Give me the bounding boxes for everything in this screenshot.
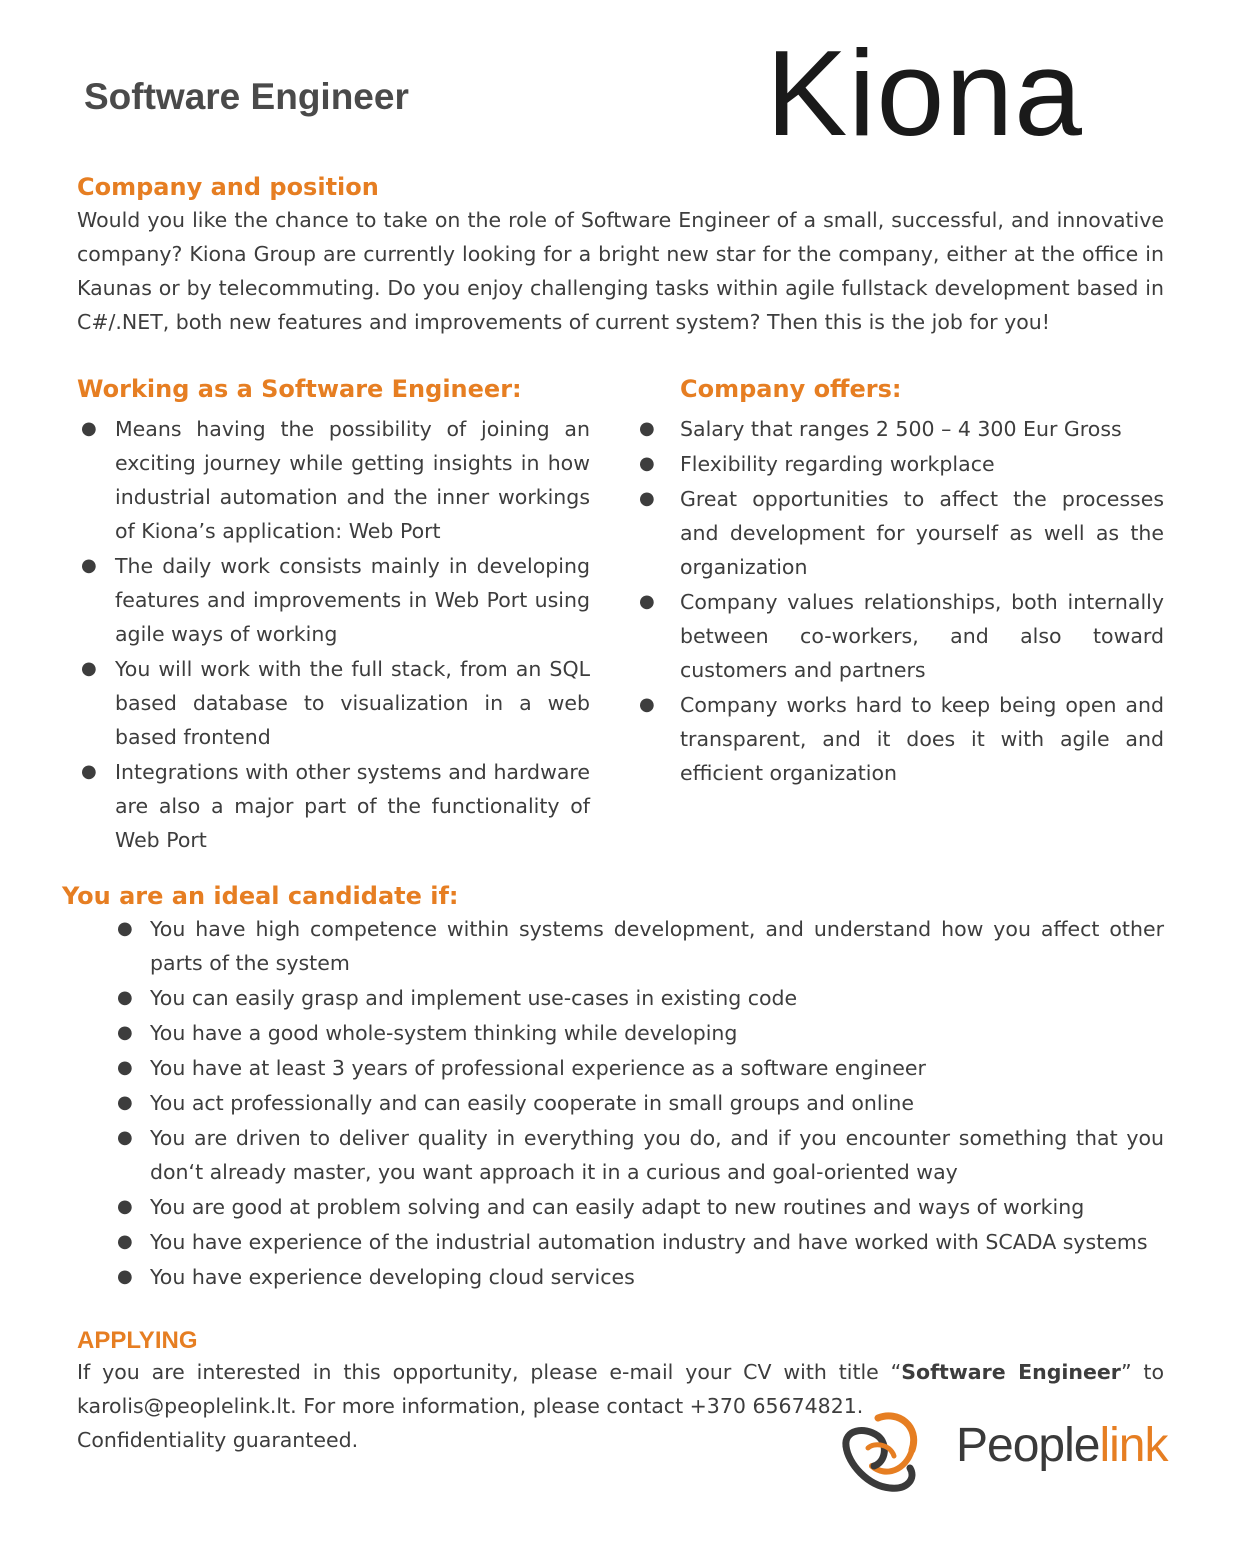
company-position-heading: Company and position [77,173,379,201]
bullet-icon: ● [639,591,655,612]
bullet-icon: ● [639,453,655,474]
bullet-icon: ● [117,918,133,939]
peoplelink-logo-icon [838,1408,924,1498]
list-item: ● You have a good whole-system thinking while developing [113,1016,1164,1050]
list-item: ● Integrations with other systems and hardware are also a major part of the functionality of Web Port [77,755,590,857]
bullet-icon: ● [81,418,97,439]
peoplelink-logo [838,1408,1168,1498]
bullet-icon: ● [639,694,655,715]
peoplelink-wordmark: Peoplelink [956,1419,1168,1472]
ideal-section [62,881,1164,1295]
applying-heading: APPLYING [77,1327,198,1354]
list-item: ● Flexibility regarding workplace [635,447,1164,481]
bullet-icon: ● [117,1127,133,1148]
list-item: ● Company values relationships, both internally between co-workers, and also toward customers and partners [635,585,1164,687]
list-item: ● Great opportunities to affect the processes and development for yourself as well as the organization [635,482,1164,584]
bullet-icon: ● [639,488,655,509]
list-item: ● Salary that ranges 2 500 – 4 300 Eur Gross [635,412,1164,446]
bullet-icon: ● [117,1092,133,1113]
bullet-icon: ● [117,987,133,1008]
bullet-icon: ● [81,761,97,782]
applying-title-bold: Software Engineer [901,1360,1121,1384]
list-item: ● You act professionally and can easily cooperate in small groups and online [113,1086,1164,1120]
offers-heading: Company offers: [680,375,902,403]
list-item: ● You have experience of the industrial automation industry and have worked with SCADA systems [113,1225,1164,1259]
applying-line-3: Confidentiality guaranteed. [77,1428,359,1452]
working-heading: Working as a Software Engineer: [77,375,522,403]
ideal-heading: You are an ideal candidate if: [62,882,459,910]
offers-list [635,412,1164,790]
page-title: Software Engineer [84,76,409,117]
company-position-text: Would you like the chance to take on the role of Software Engineer of a small, successful, and innovative company? Kiona Group are currently looking for a bright new star for the company, either at the office in Kaunas or by telecommuting. Do you enjoy challenging tasks within agile fullstack development based in C#/.NET, both new features and improvements of current system? Then this is the job for you! [77,208,1164,334]
bullet-icon: ● [639,418,655,439]
list-item: ● You can easily grasp and implement use-cases in existing code [113,981,1164,1015]
bullet-icon: ● [117,1057,133,1078]
ideal-list [113,912,1164,1294]
list-item: ● You have experience developing cloud services [113,1260,1164,1294]
list-item: ● Company works hard to keep being open and transparent, and it does it with agile and efficient organization [635,688,1164,790]
list-item: ● You will work with the full stack, from an SQL based database to visualization in a web based frontend [77,652,590,754]
company-position-section [77,172,1164,339]
bullet-icon: ● [117,1266,133,1287]
bullet-icon: ● [117,1022,133,1043]
list-item: ● You have at least 3 years of professional experience as a software engineer [113,1051,1164,1085]
list-item: ● You have high competence within systems development, and understand how you affect other parts of the system [113,912,1164,980]
working-section [77,374,590,858]
bullet-icon: ● [81,658,97,679]
bullet-icon: ● [117,1231,133,1252]
working-list [77,412,590,857]
list-item: ● The daily work consists mainly in developing features and improvements in Web Port using agile ways of working [77,549,590,651]
list-item: ● Means having the possibility of joining an exciting journey while getting insights in how industrial automation and the inner workings of Kiona’s application: Web Port [77,412,590,548]
list-item: ● You are driven to deliver quality in everything you do, and if you encounter something that you don‘t already master, you want approach it in a curious and goal-oriented way [113,1121,1164,1189]
bullet-icon: ● [117,1196,133,1217]
applying-line-2: karolis@peoplelink.lt. For more information, please contact +370 65674821. [77,1394,864,1418]
kiona-logo: Kiona [766,25,1084,161]
offers-section [635,374,1164,791]
bullet-icon: ● [81,555,97,576]
list-item: ● You are good at problem solving and can easily adapt to new routines and ways of working [113,1190,1164,1224]
applying-line-1: If you are interested in this opportunity, please e-mail your CV with title “Software Engineer” to [77,1360,1164,1384]
